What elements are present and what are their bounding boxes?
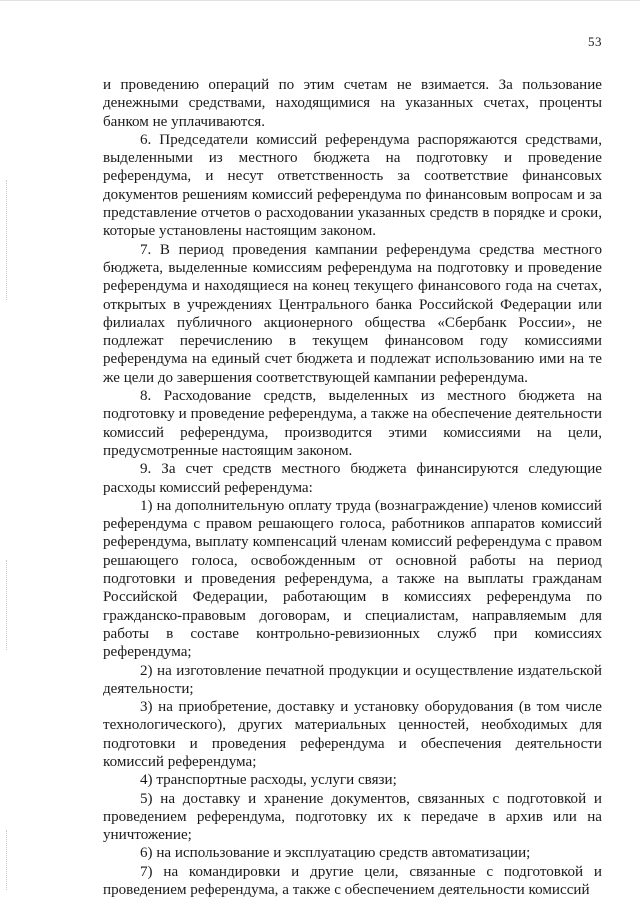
paragraph-item-9: 9. За счет средств местного бюджета финансируются следующие расходы комиссий референдума: (103, 461, 602, 496)
paragraph-item-8: 8. Расходование средств, выделенных из местного бюджета на подготовку и проведение референдума, а также на обеспечение деятельности комиссий референдума, производится этими комиссиями на цели, предусмотренные настоящим законом. (103, 388, 602, 459)
paragraph-item-7: 7. В период проведения кампании референдума средства местного бюджета, выделенные комиссиям референдума на подготовку и проведение референдума и находящиеся на конец текущего финансового года на счетах, открытых в учреждениях Центрального банка Российской Федерации или филиалах публичного акционерного общества «Сбербанк России», не подлежат перечислению в текущем финансовом году комиссиями референдума на единый счет бюджета и подлежат использованию ими на те же цели до завершения соответствующей кампании референдума. (103, 241, 602, 386)
document-body (103, 76, 602, 899)
subitem-2: 2) на изготовление печатной продукции и осуществление издательской деятельности; (103, 662, 602, 697)
scan-top-edge (0, 0, 640, 4)
page-number: 53 (588, 34, 602, 49)
subitem-7: 7) на командировки и другие цели, связанные с подготовкой и проведением референдума, а также с обеспечением деятельности комиссий (103, 863, 602, 899)
scan-margin-mark (6, 180, 8, 300)
subitem-6: 6) на использование и эксплуатацию средств автоматизации; (140, 845, 531, 862)
subitem-3: 3) на приобретение, доставку и установку оборудования (в том числе технологического), других материальных ценностей, необходимых для подготовки и проведения референдума и обеспечения деятельности комиссий референдума; (103, 699, 602, 770)
subitem-1: 1) на дополнительную оплату труда (вознаграждение) членов комиссий референдума с правом решающего голоса, работников аппаратов комиссий референдума, выплату компенсаций членам комиссий референдума с правом решающего голоса, освобожденным от основной работы на период подготовки и проведения референдума, а также на выплаты гражданам Российской Федерации, работающим в комиссиях референдума по гражданско-правовым договорам, и специалистам, направляемым для работы в составе контрольно-ревизионных служб при комиссиях референдума; (103, 497, 602, 661)
subitem-5: 5) на доставку и хранение документов, связанных с подготовкой и проведением референдума, подготовку их к передаче в архив или на уничтожение; (103, 790, 602, 844)
paragraph-continuation: и проведению операций по этим счетам не взимается. За пользование денежными средствами, находящимися на указанных счетах, проценты банком не уплачиваются. (103, 77, 602, 130)
scan-margin-mark (6, 560, 8, 650)
subitem-4: 4) транспортные расходы, услуги связи; (140, 772, 397, 789)
paragraph-item-6: 6. Председатели комиссий референдума распоряжаются средствами, выделенными из местного бюджета на подготовку и проведение референдума, и несут ответственность за соответствие финансовых документов решениям комиссий референдума по финансовым вопросам и за представление отчетов о расходовании указанных средств в порядке и сроки, которые установлены настоящим законом. (103, 131, 602, 240)
scan-margin-mark (6, 830, 8, 890)
